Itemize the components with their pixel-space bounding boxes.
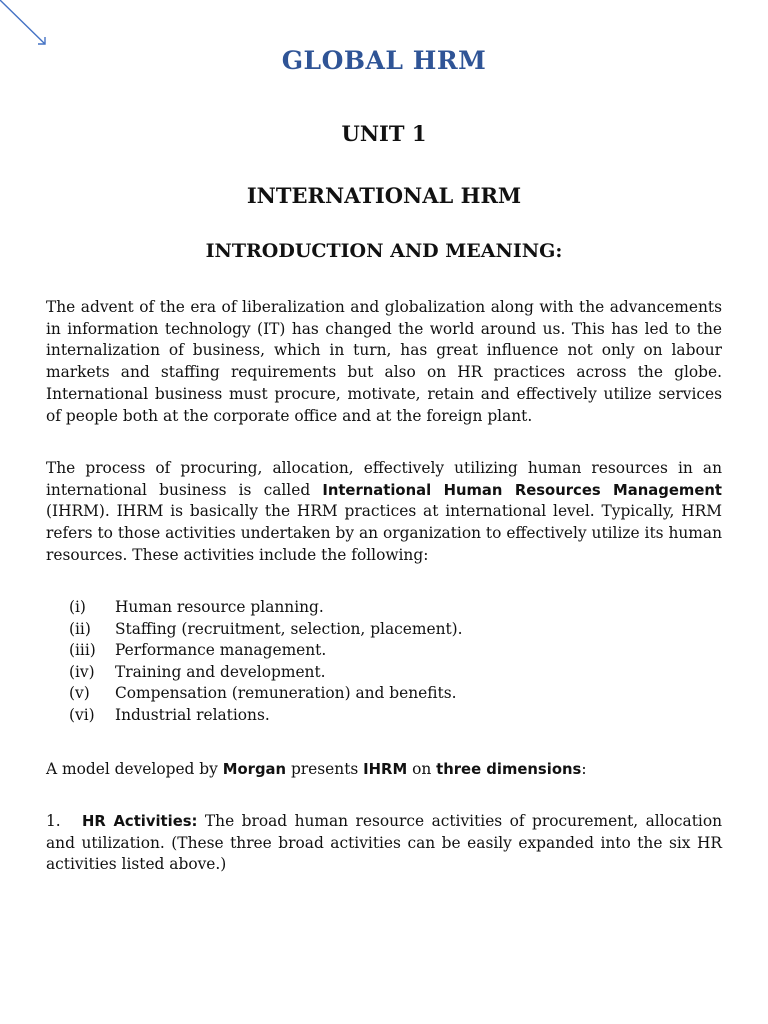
- list-item-text: Staffing (recruitment, selection, placement).: [115, 619, 463, 638]
- paragraph-text: The process of procuring, allocation, effectively utilizing human resources in an international business is called: [46, 459, 722, 499]
- dimension-number: 1.: [46, 812, 61, 830]
- list-item: [69, 619, 463, 641]
- dimension-heading: HR Activities:: [82, 813, 198, 830]
- list-item-text: Performance management.: [115, 641, 327, 660]
- ihrm-term: International Human Resources Management: [322, 481, 722, 499]
- list-item-number: (vi): [69, 705, 95, 724]
- list-item-number: (ii): [69, 619, 91, 638]
- dimension-text: The broad human resource activities of procurement, allocation and utilization. (These three broad activities can be easily expanded into the six HR activities listed above.): [46, 812, 723, 874]
- document-title: GLOBAL HRM: [281, 46, 487, 75]
- sentence-text: on: [407, 760, 437, 778]
- section-heading: INTERNATIONAL HRM: [246, 183, 522, 208]
- list-item-number: (i): [69, 598, 86, 616]
- paragraph-text: (IHRM). IHRM is basically the HRM practices at international level. Typically, HRM refers to those activities undertaken by an organization to effectively utilize its human resources. These activities include the following:: [46, 502, 722, 564]
- list-item-number: (v): [69, 684, 90, 703]
- list-item-number: (iii): [69, 641, 96, 660]
- subsection-heading: INTRODUCTION AND MEANING:: [205, 240, 563, 262]
- ihrm-definition-paragraph: [46, 458, 722, 567]
- list-item: [69, 705, 463, 727]
- list-item-text: Industrial relations.: [115, 705, 270, 724]
- sentence-text: A model developed by: [46, 760, 223, 778]
- dimensions-term: three dimensions: [436, 761, 582, 778]
- list-item: [69, 597, 463, 619]
- author-name: Morgan: [222, 761, 287, 778]
- list-item-text: Compensation (remuneration) and benefits.: [115, 684, 457, 703]
- list-item-number: (iv): [69, 662, 95, 681]
- list-item: [69, 640, 463, 662]
- list-item: [69, 662, 463, 684]
- list-item: [69, 683, 463, 705]
- hr-activities-list: [69, 597, 463, 727]
- list-item-text: Human resource planning.: [115, 598, 324, 616]
- intro-paragraph: The advent of the era of liberalization and globalization along with the advancements in information technology (IT) has changed the world around us. This has led to the internalization of business, which in turn, has great influence not only on labour markets and staffing requirements but also on HR practices across the globe. International business must procure, motivate, retain and effectively utilize services of people both at the corporate office and at the foreign plant.: [46, 298, 722, 425]
- sentence-text: :: [581, 760, 587, 778]
- dimension-1-paragraph: [46, 811, 722, 876]
- subject-term: IHRM: [363, 761, 408, 778]
- sentence-text: presents: [286, 760, 364, 778]
- list-item-text: Training and development.: [115, 662, 326, 681]
- unit-heading: UNIT 1: [341, 121, 427, 146]
- morgan-model-sentence: [46, 758, 722, 781]
- arrow-down-right-icon: [0, 0, 52, 52]
